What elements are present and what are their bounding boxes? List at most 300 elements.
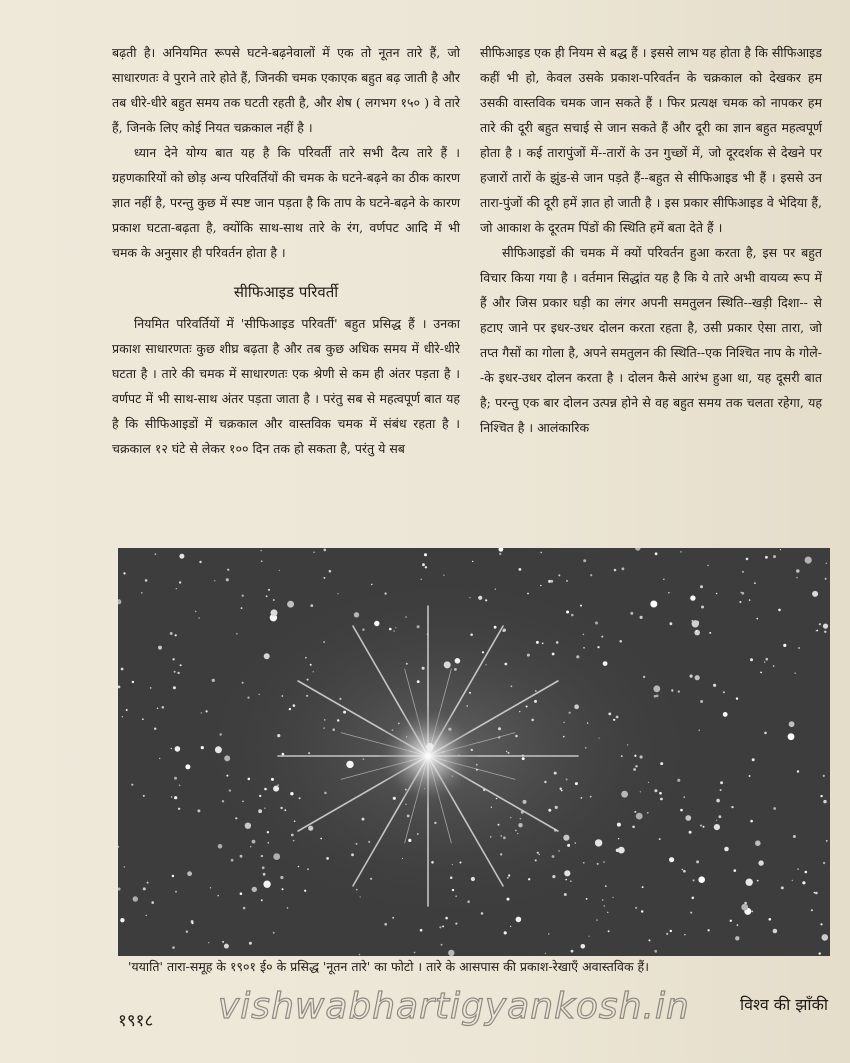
background-star xyxy=(522,757,525,760)
background-star xyxy=(788,733,795,740)
background-star xyxy=(356,889,358,891)
background-star xyxy=(737,924,739,926)
background-star xyxy=(548,933,550,935)
background-star xyxy=(439,926,441,928)
background-star xyxy=(660,798,663,801)
background-star xyxy=(162,706,165,709)
background-star xyxy=(179,581,181,583)
background-star xyxy=(313,552,315,554)
background-star xyxy=(371,584,373,586)
background-star xyxy=(519,568,522,571)
background-star xyxy=(719,815,722,818)
background-star xyxy=(590,574,592,576)
background-star xyxy=(735,936,739,940)
background-star xyxy=(636,813,643,820)
background-star xyxy=(796,577,798,579)
background-star xyxy=(567,844,570,847)
background-star xyxy=(750,658,753,661)
background-star xyxy=(823,862,825,864)
background-star xyxy=(368,841,370,843)
background-star xyxy=(564,893,567,896)
background-star xyxy=(174,796,177,799)
background-star xyxy=(751,911,753,913)
background-star xyxy=(469,597,470,598)
background-star xyxy=(308,752,310,754)
background-star xyxy=(263,881,270,888)
section-heading: सीफिआइड परिवर्ती xyxy=(233,283,339,301)
background-star xyxy=(527,654,530,657)
background-star xyxy=(174,671,176,673)
background-star xyxy=(180,664,182,666)
background-star xyxy=(773,929,778,934)
background-star xyxy=(261,560,263,562)
background-star xyxy=(689,831,692,834)
background-star xyxy=(141,592,143,594)
background-star xyxy=(306,695,308,697)
background-star xyxy=(282,888,284,890)
background-star xyxy=(356,843,358,845)
background-star xyxy=(556,641,559,644)
background-star xyxy=(405,804,406,805)
background-star xyxy=(229,789,231,791)
background-star xyxy=(590,796,592,798)
background-star xyxy=(685,815,691,821)
background-star xyxy=(552,855,555,858)
background-star xyxy=(528,878,530,880)
background-star xyxy=(700,825,702,827)
background-star xyxy=(247,697,249,699)
background-star xyxy=(293,840,295,842)
background-star xyxy=(826,840,828,842)
background-star xyxy=(812,591,818,597)
left-paragraph-3: नियमित परिवर्तियों में 'सीफिआइड परिवर्ती' बहुत प्रसिद्ध हैं । उनका प्रकाश साधारणतः कुछ शीघ्र बढ़ता है और तब कुछ अधिक समय में धीरे-धीरे घटता है । तारे की चमक में साधारणतः एक श्रेणी से कम ही अंतर पड़ता है । वर्णपट में भी साथ-साथ अंतर पड़ता जाता है । परंतु सब से महत्वपूर्ण बात यह है कि सीफिआइडों में चक्रकाल और वास्तविक चमक में संबंध रहता है । चक्रकाल १२ घंटे से लेकर १०० दिन तक हो सकता है, परंतु ये सब xyxy=(112,316,460,456)
background-star xyxy=(814,892,816,894)
background-star xyxy=(273,786,279,792)
background-star xyxy=(796,569,800,573)
background-star xyxy=(420,929,423,932)
background-star xyxy=(700,700,703,703)
background-star xyxy=(240,892,243,895)
left-paragraph-1: बढ़ती है। अनियमित रूपसे घटने-बढ़नेवालों में एक तो नूतन तारे हैं, जो साधारणतः वे पुराने तारे होते हैं, जिनकी चमक एकाएक बहुत बढ़ जाती है और तब धीरे-धीरे बहुत समय तक घटती रहती है, और शेष ( लगभग १५० ) वे तारे हैं, जिनके लिए कोई नियत चक्रकाल नहीं है । xyxy=(112,45,460,135)
background-star xyxy=(500,853,502,855)
background-star xyxy=(281,695,283,697)
background-star xyxy=(443,575,444,576)
background-star xyxy=(293,704,296,707)
background-star xyxy=(764,732,767,735)
background-star xyxy=(565,879,567,881)
background-star xyxy=(683,796,685,798)
background-star xyxy=(258,809,262,813)
background-star xyxy=(264,653,270,659)
background-star xyxy=(678,690,680,692)
background-star xyxy=(654,950,657,953)
background-star xyxy=(218,844,223,849)
background-star xyxy=(360,896,361,897)
background-star xyxy=(504,931,507,934)
background-star xyxy=(581,944,586,949)
background-star xyxy=(261,550,262,551)
background-star xyxy=(670,622,673,625)
background-star xyxy=(392,917,394,919)
background-star xyxy=(406,663,408,665)
watermark: vishwabhartigyankosh.in xyxy=(218,986,690,1027)
background-star xyxy=(723,712,728,717)
background-star xyxy=(518,823,522,827)
background-star xyxy=(764,661,766,663)
background-star xyxy=(494,626,497,629)
background-star xyxy=(545,953,546,954)
background-star xyxy=(666,933,668,935)
background-star xyxy=(798,647,800,649)
background-star xyxy=(320,838,322,840)
background-star xyxy=(431,861,434,864)
background-star xyxy=(308,826,313,831)
background-star xyxy=(703,826,705,828)
background-star xyxy=(608,713,611,716)
background-star xyxy=(581,797,583,799)
background-star xyxy=(701,606,704,609)
background-star xyxy=(187,871,192,876)
background-star xyxy=(455,923,457,925)
background-star xyxy=(597,646,599,648)
background-star xyxy=(279,570,280,571)
background-star xyxy=(242,682,244,684)
background-star xyxy=(289,708,291,710)
background-star xyxy=(445,917,448,920)
background-star xyxy=(575,842,576,843)
nova-photograph xyxy=(118,548,830,956)
background-star xyxy=(536,641,539,644)
background-star xyxy=(569,712,571,714)
background-star xyxy=(731,806,733,808)
background-star xyxy=(659,838,661,840)
background-star xyxy=(268,589,270,591)
background-star xyxy=(242,595,244,597)
background-star xyxy=(634,755,636,757)
background-star xyxy=(805,557,812,564)
background-star xyxy=(632,826,635,829)
background-star xyxy=(478,596,482,600)
background-star xyxy=(508,752,510,754)
background-star xyxy=(337,593,338,594)
background-star xyxy=(173,686,176,689)
background-star xyxy=(273,853,280,860)
background-star xyxy=(566,611,569,614)
background-star xyxy=(515,735,518,738)
background-star xyxy=(422,667,425,670)
background-star xyxy=(452,889,454,891)
background-star xyxy=(231,859,234,862)
background-star xyxy=(811,909,813,911)
background-star xyxy=(147,882,149,884)
background-star xyxy=(659,792,662,795)
background-star xyxy=(741,592,744,595)
background-star xyxy=(566,779,568,781)
background-star xyxy=(282,753,285,756)
background-star xyxy=(143,887,146,890)
background-star xyxy=(485,599,487,601)
background-star xyxy=(819,952,821,954)
background-star xyxy=(226,775,228,777)
background-star xyxy=(206,710,208,712)
page-number: १९१८ xyxy=(118,1011,154,1031)
background-star xyxy=(150,687,152,689)
background-star xyxy=(450,876,453,879)
background-star xyxy=(191,922,193,924)
background-star xyxy=(273,932,275,934)
background-star xyxy=(469,692,471,694)
background-star xyxy=(442,925,444,927)
background-star xyxy=(236,633,238,635)
background-star xyxy=(259,694,260,695)
background-star xyxy=(535,690,537,692)
background-star xyxy=(571,950,574,953)
background-star xyxy=(185,764,190,769)
background-star xyxy=(793,835,796,838)
background-star xyxy=(613,719,615,721)
background-star xyxy=(797,868,799,870)
background-star xyxy=(452,864,453,865)
background-star xyxy=(599,738,600,739)
background-star xyxy=(707,929,709,931)
background-star xyxy=(466,705,468,707)
background-star xyxy=(574,704,579,709)
background-star xyxy=(716,820,717,821)
background-star xyxy=(587,722,588,723)
background-star xyxy=(250,846,251,847)
background-star xyxy=(820,923,822,925)
background-star xyxy=(765,556,768,559)
background-star xyxy=(655,552,658,555)
background-star xyxy=(621,791,628,798)
background-star xyxy=(580,605,582,607)
background-star xyxy=(758,860,763,865)
background-star xyxy=(263,873,266,876)
background-star xyxy=(724,847,729,852)
background-star xyxy=(627,744,628,745)
background-star xyxy=(290,792,293,795)
background-star xyxy=(720,789,722,791)
background-star xyxy=(264,788,267,791)
background-star xyxy=(201,712,202,713)
background-star xyxy=(157,708,158,709)
background-star xyxy=(370,878,372,880)
background-star xyxy=(384,923,387,926)
background-star xyxy=(310,604,313,607)
background-star xyxy=(608,930,610,932)
background-star xyxy=(650,601,657,608)
background-star xyxy=(354,612,359,617)
background-star xyxy=(773,807,776,810)
background-star xyxy=(123,572,125,574)
background-star xyxy=(516,917,522,923)
background-star xyxy=(739,601,741,603)
background-star xyxy=(815,892,818,895)
background-star xyxy=(760,672,762,674)
background-star xyxy=(323,727,324,728)
background-star xyxy=(723,691,725,693)
background-star xyxy=(501,835,502,836)
running-title: विश्व की झाँकी xyxy=(739,995,828,1014)
background-star xyxy=(554,772,557,775)
background-star xyxy=(175,746,181,752)
background-star xyxy=(323,549,326,552)
background-star xyxy=(602,899,604,901)
background-star xyxy=(503,836,506,839)
background-star xyxy=(146,915,147,916)
background-star xyxy=(511,685,513,687)
background-star xyxy=(490,836,491,837)
background-star xyxy=(240,855,243,858)
background-star xyxy=(746,558,749,561)
background-star xyxy=(619,640,622,643)
background-star xyxy=(696,860,699,863)
background-star xyxy=(648,782,649,783)
background-star xyxy=(542,643,544,645)
background-star xyxy=(179,554,184,559)
background-star xyxy=(588,936,589,937)
background-star xyxy=(172,946,175,949)
background-star xyxy=(177,672,179,674)
background-star xyxy=(537,852,539,854)
background-star xyxy=(647,812,649,814)
background-star xyxy=(220,733,222,735)
background-star xyxy=(535,859,537,861)
background-star xyxy=(677,779,680,782)
background-star xyxy=(617,823,621,827)
background-star xyxy=(212,679,215,682)
background-star xyxy=(766,658,769,661)
background-star xyxy=(649,939,651,941)
background-star xyxy=(698,729,700,731)
background-star xyxy=(634,811,636,813)
background-star xyxy=(510,926,511,927)
background-star xyxy=(714,824,720,830)
background-star xyxy=(826,563,827,564)
background-star xyxy=(222,800,224,802)
background-star xyxy=(126,709,128,711)
background-star xyxy=(120,918,124,922)
background-star xyxy=(750,820,753,823)
background-star xyxy=(603,861,604,862)
background-star xyxy=(142,718,144,720)
background-star xyxy=(414,952,416,954)
background-star xyxy=(757,618,759,620)
background-star xyxy=(607,912,608,913)
background-star xyxy=(544,781,546,783)
background-star xyxy=(730,920,732,922)
background-star xyxy=(640,616,643,619)
background-star xyxy=(596,919,598,921)
background-star xyxy=(583,862,585,864)
background-star xyxy=(273,599,275,601)
background-star xyxy=(224,755,230,761)
background-star xyxy=(171,796,173,798)
background-star xyxy=(507,877,509,879)
background-star xyxy=(621,755,623,757)
background-star xyxy=(359,954,361,956)
nova-star xyxy=(376,704,480,808)
background-star xyxy=(548,809,551,812)
background-star xyxy=(734,869,737,872)
background-star xyxy=(264,808,265,809)
background-star xyxy=(642,886,644,888)
background-star xyxy=(558,574,560,576)
background-star xyxy=(198,617,200,619)
background-star xyxy=(633,768,636,771)
background-star xyxy=(248,778,251,781)
background-star xyxy=(201,746,204,749)
background-star xyxy=(583,559,586,562)
background-star xyxy=(716,799,720,803)
background-star xyxy=(696,630,697,631)
background-star xyxy=(566,580,568,582)
background-star xyxy=(635,765,637,767)
background-star xyxy=(417,833,419,835)
star-field-image xyxy=(118,548,830,956)
background-star xyxy=(716,593,718,595)
background-star xyxy=(170,632,173,635)
background-star xyxy=(252,840,256,844)
background-star xyxy=(482,651,484,653)
background-star xyxy=(179,785,181,787)
background-star xyxy=(527,593,529,595)
background-star xyxy=(405,616,407,618)
background-star xyxy=(795,673,796,674)
background-star xyxy=(252,887,257,892)
background-star xyxy=(133,896,138,901)
background-star xyxy=(550,580,553,583)
background-star xyxy=(823,800,826,803)
background-star xyxy=(660,762,663,765)
background-star xyxy=(698,876,705,883)
background-star xyxy=(680,809,683,812)
background-star xyxy=(781,886,784,889)
background-star xyxy=(583,647,585,649)
background-star xyxy=(151,901,154,904)
background-star xyxy=(481,912,484,915)
background-star xyxy=(329,570,332,573)
background-star xyxy=(640,791,641,792)
background-star xyxy=(614,569,617,572)
background-star xyxy=(555,806,558,809)
background-star xyxy=(515,830,517,832)
background-star xyxy=(498,824,500,826)
background-star xyxy=(245,823,251,829)
background-star xyxy=(757,880,759,882)
background-star xyxy=(145,579,148,582)
background-star xyxy=(563,722,565,724)
figure-caption: 'ययाति' तारा-समूह के १९०१ ई० के प्रसिद्ध 'नूतन तारे' का फोटो । तारे के आसपास की प्रकाश-रेखाएँ अवास्तविक हैं। xyxy=(128,959,649,974)
background-star xyxy=(684,934,685,935)
background-star xyxy=(825,578,827,580)
background-star xyxy=(552,875,555,878)
background-star xyxy=(541,552,542,553)
background-star xyxy=(531,719,534,722)
background-star xyxy=(417,625,420,628)
background-star xyxy=(612,897,613,898)
background-star xyxy=(158,646,162,650)
background-star xyxy=(363,758,365,760)
background-star xyxy=(122,716,123,717)
background-star xyxy=(616,716,619,719)
background-star xyxy=(563,736,565,738)
background-star xyxy=(395,627,396,628)
background-star xyxy=(640,755,643,758)
background-star xyxy=(506,751,507,752)
background-star xyxy=(472,561,473,562)
background-star xyxy=(583,634,585,636)
